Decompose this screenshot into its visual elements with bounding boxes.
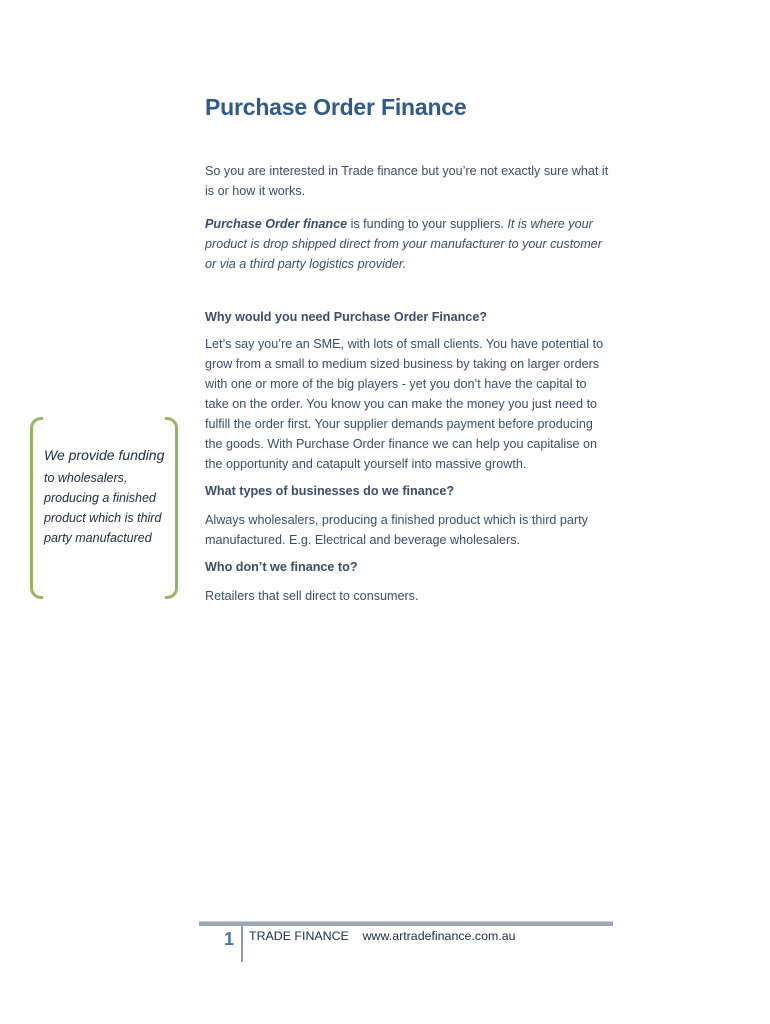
page-title: Purchase Order Finance <box>205 94 467 120</box>
definition-paragraph <box>205 214 610 274</box>
section-body-types: Always wholesalers, producing a finished product which is third party manufactured. E.g. Electrical and beverage wholesalers. <box>205 513 588 547</box>
section-body-why: Let’s say you’re an SME, with lots of small clients. You have potential to grow from a small to medium sized business by taking on larger orders with one or more of the big players - yet you don’t have the capital to take on the order. You know you can make the money you just need to fulfill the order first. Your supplier demands payment before producing the goods. With Purchase Order finance we can help you capitalise on the opportunity and catapult yourself into massive growth. <box>205 337 604 471</box>
section-heading-types: What types of businesses do we finance? <box>205 484 455 498</box>
section-heading-who-not: Who don’t we finance to? <box>205 560 358 574</box>
page-number: 1 <box>224 929 235 949</box>
footer-divider <box>241 925 243 962</box>
section-body-who-not: Retailers that sell direct to consumers. <box>205 589 419 603</box>
definition-italic: It is where your product is drop shipped direct from your manufacturer to your customer or via a third party logistics provider. <box>205 217 602 271</box>
definition-term: Purchase Order finance <box>205 217 348 231</box>
pull-quote <box>30 417 178 595</box>
pull-quote-text: to wholesalers, producing a finished product which is third party manufactured <box>44 471 162 545</box>
definition-text: is funding to your suppliers. <box>347 217 508 231</box>
footer-label: TRADE FINANCE <box>249 929 349 943</box>
section-heading-why: Why would you need Purchase Order Finance? <box>205 310 488 324</box>
footer-rule <box>199 921 613 926</box>
pull-quote-lead: We provide funding <box>44 447 165 463</box>
intro-paragraph: So you are interested in Trade finance but you’re not exactly sure what it is or how it works. <box>205 164 609 198</box>
left-bracket-decoration <box>30 417 43 599</box>
footer-text <box>249 929 516 943</box>
footer-website: www.artradefinance.com.au <box>362 929 516 943</box>
